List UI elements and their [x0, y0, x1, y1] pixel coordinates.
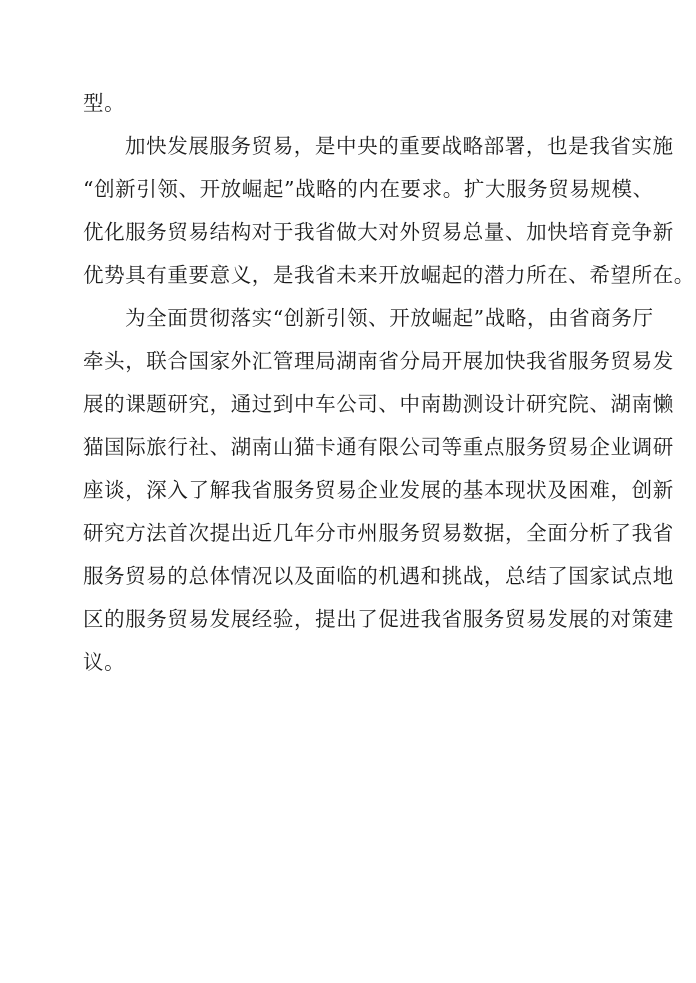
body-text	[83, 82, 695, 684]
paragraph-2-line-9: 议。	[83, 650, 126, 674]
paragraph-2-line-4: 猫国际旅行社、湖南山猫卡通有限公司等重点服务贸易企业调研	[83, 435, 674, 459]
paragraph-2-line-2: 牵头，联合国家外汇管理局湖南省分局开展加快我省服务贸易发	[83, 349, 674, 373]
paragraph-1-line-2: “创新引领、开放崛起”战略的内在要求。扩大服务贸易规模、	[83, 177, 654, 201]
paragraph-2-line-3: 展的课题研究，通过到中车公司、中南勘测设计研究院、湖南懒	[83, 392, 674, 416]
text-line-1: 型。	[83, 91, 126, 115]
paragraph-1-line-4: 优势具有重要意义，是我省未来开放崛起的潜力所在、希望所在。	[83, 263, 695, 287]
paragraph-2-line-6: 研究方法首次提出近几年分市州服务贸易数据，全面分析了我省	[83, 521, 674, 545]
paragraph-2-line-5: 座谈，深入了解我省服务贸易企业发展的基本现状及困难，创新	[83, 478, 674, 502]
paragraph-1-line-1: 加快发展服务贸易，是中央的重要战略部署，也是我省实施	[125, 134, 674, 158]
paragraph-2-line-1: 为全面贯彻落实“创新引领、开放崛起”战略，由省商务厅	[125, 306, 654, 330]
paragraph-2-line-7: 服务贸易的总体情况以及面临的机遇和挑战，总结了国家试点地	[83, 564, 674, 588]
paragraph-1-line-3: 优化服务贸易结构对于我省做大对外贸易总量、加快培育竞争新	[83, 220, 674, 244]
paragraph-2-line-8: 区的服务贸易发展经验，提出了促进我省服务贸易发展的对策建	[83, 607, 674, 631]
